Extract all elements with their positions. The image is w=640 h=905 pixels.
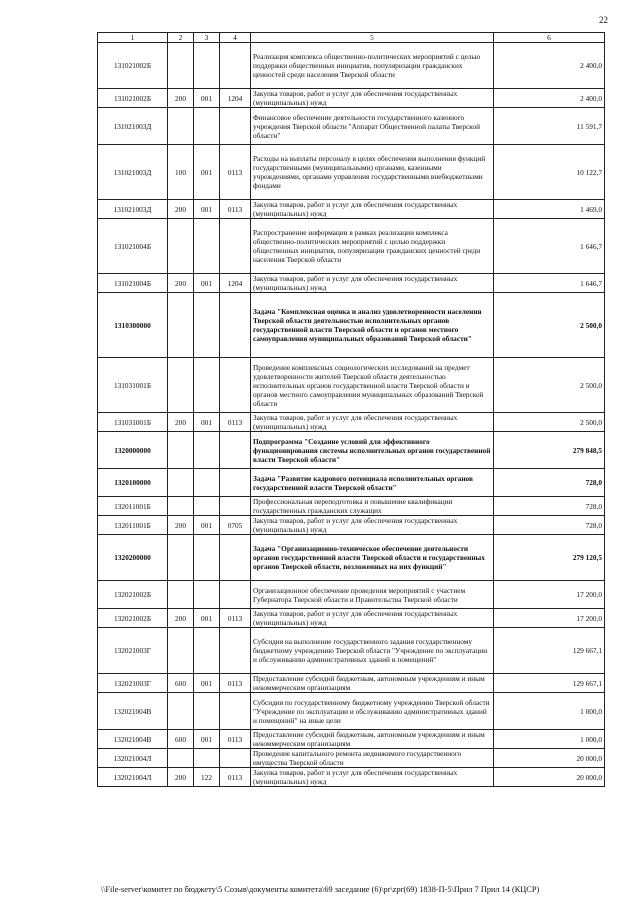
row-code: 1310300000 [98,293,168,358]
row-c3 [194,108,220,145]
row-c3: 001 [194,609,220,628]
row-c3: 001 [194,413,220,432]
column-header: 2 [168,33,194,43]
row-amount: 728,0 [494,469,605,497]
row-description: Предоставление субсидий бюджетным, автономным учреждениям и иным некоммерческим организациям [251,730,494,749]
row-c2: 600 [168,674,194,693]
row-code: 131021002Б [98,43,168,89]
row-amount: 728,0 [494,497,605,516]
row-code: 131021004Б [98,274,168,293]
row-c2 [168,628,194,674]
row-amount: 279 120,5 [494,535,605,581]
row-code: 131031001Б [98,413,168,432]
row-code: 132021004Л [98,768,168,787]
table-row [98,274,605,293]
row-description: Задача "Комплексная оценка и анализ удовлетворенности населения Тверской области деятельностью исполнительных органов государственной власти Тверской области и органов местного самоуправления муниципальных образований Тверской области" [251,293,494,358]
table-row [98,358,605,413]
row-amount: 2 400,0 [494,89,605,108]
row-c4 [220,432,251,469]
budget-table [97,32,605,787]
table-row [98,200,605,219]
row-c4: 0705 [220,516,251,535]
row-code: 1320200000 [98,535,168,581]
table-row [98,628,605,674]
row-c4: 0113 [220,413,251,432]
row-code: 131021002Б [98,89,168,108]
row-code: 132021003Г [98,628,168,674]
row-c3: 001 [194,730,220,749]
row-c2 [168,581,194,609]
row-c3 [194,469,220,497]
row-description: Закупка товаров, работ и услуг для обеспечения государственных (муниципальных) нужд [251,516,494,535]
row-c3: 001 [194,674,220,693]
row-description: Закупка товаров, работ и услуг для обеспечения государственных (муниципальных) нужд [251,89,494,108]
row-description: Организационное обеспечение проведения мероприятий с участием Губернатора Тверской области и Правительства Тверской области [251,581,494,609]
row-c3: 001 [194,89,220,108]
row-c4: 1204 [220,274,251,293]
row-amount: 129 667,1 [494,628,605,674]
row-description: Задача "Организационно-техническое обеспечение деятельности органов государственной власти Тверской области и государственных органов Тверской области, возложенных на них функций" [251,535,494,581]
row-description: Реализация комплекса общественно-политических мероприятий с целью поддержки общественных инициатив, популяризации гражданских ценностей среди населения Тверской области [251,43,494,89]
row-c2 [168,693,194,730]
row-c2 [168,749,194,768]
row-c2 [168,358,194,413]
row-c4: 0113 [220,609,251,628]
row-c4: 0113 [220,768,251,787]
row-code: 131021003Д [98,108,168,145]
file-path-footer: \\File-server\комитет по бюджету\5 Созыв\документы комитета\69 заседание (6)\pr\zpr(69) 1838-П-5\Прил 7 Прил 14 (КЦСР) [100,885,540,894]
row-amount: 11 591,7 [494,108,605,145]
row-c2 [168,43,194,89]
row-c3: 001 [194,274,220,293]
row-amount: 2 500,0 [494,413,605,432]
row-c2: 200 [168,89,194,108]
row-c4 [220,469,251,497]
table-row [98,768,605,787]
row-amount: 2 500,0 [494,358,605,413]
row-c2 [168,469,194,497]
page-number: 22 [599,15,608,25]
row-code: 132021004Л [98,749,168,768]
row-c3 [194,535,220,581]
row-c4 [220,581,251,609]
row-description: Задача "Развитие кадрового потенциала исполнительных органов государственной власти Тверской области" [251,469,494,497]
row-c3 [194,432,220,469]
row-description: Закупка товаров, работ и услуг для обеспечения государственных (муниципальных) нужд [251,200,494,219]
column-header: 3 [194,33,220,43]
row-amount: 2 400,0 [494,43,605,89]
row-code: 132011001Б [98,497,168,516]
table-row [98,293,605,358]
row-c3 [194,497,220,516]
row-description: Проведение капитального ремонта недвижимого государственного имущества Тверской области [251,749,494,768]
row-c3: 122 [194,768,220,787]
row-code: 132021004В [98,730,168,749]
row-c3: 001 [194,145,220,200]
table-row [98,693,605,730]
row-c4 [220,293,251,358]
row-amount: 728,0 [494,516,605,535]
row-c2: 600 [168,730,194,749]
row-c3: 001 [194,516,220,535]
row-c3 [194,628,220,674]
row-c2: 200 [168,200,194,219]
row-c4: 0113 [220,730,251,749]
table-row [98,469,605,497]
row-description: Распространение информации в рамках реализации комплекса общественно-политических мероприятий с целью поддержки общественных инициатив, популяризации гражданских ценностей среди населения Тверской области [251,219,494,274]
row-c2: 100 [168,145,194,200]
row-amount: 1 000,0 [494,730,605,749]
row-c2 [168,535,194,581]
row-c2 [168,293,194,358]
row-amount: 17 200,0 [494,609,605,628]
table-row [98,581,605,609]
row-amount: 129 667,1 [494,674,605,693]
row-c4 [220,749,251,768]
row-c2 [168,497,194,516]
row-description: Подпрограмма "Создание условий для эффективного функционирования системы исполнительных органов государственной власти Тверской области" [251,432,494,469]
row-c2: 200 [168,516,194,535]
row-c4: 0113 [220,674,251,693]
row-c3 [194,43,220,89]
table-row [98,89,605,108]
table-row [98,516,605,535]
row-c4 [220,358,251,413]
row-amount: 10 122,7 [494,145,605,200]
row-code: 1320100000 [98,469,168,497]
row-amount: 1 000,0 [494,693,605,730]
row-amount: 20 000,0 [494,768,605,787]
table-row [98,749,605,768]
row-code: 132021003Г [98,674,168,693]
row-description: Профессиональная переподготовка и повышение квалификации государственных гражданских служащих [251,497,494,516]
row-code: 131021003Д [98,200,168,219]
table-row [98,674,605,693]
row-code: 131031001Б [98,358,168,413]
row-c4 [220,497,251,516]
row-c3 [194,293,220,358]
column-header: 5 [251,33,494,43]
row-c4 [220,535,251,581]
row-c3 [194,693,220,730]
row-description: Закупка товаров, работ и услуг для обеспечения государственных (муниципальных) нужд [251,768,494,787]
table-row [98,413,605,432]
row-c2: 200 [168,413,194,432]
table-body [98,43,605,787]
table-row [98,535,605,581]
row-c2: 200 [168,768,194,787]
row-description: Закупка товаров, работ и услуг для обеспечения государственных (муниципальных) нужд [251,609,494,628]
row-amount: 2 500,0 [494,293,605,358]
row-c3 [194,581,220,609]
row-code: 132021002Б [98,581,168,609]
column-header-row [98,33,605,43]
row-c3 [194,749,220,768]
table-row [98,219,605,274]
row-description: Субсидия на выполнение государственного задания государственному бюджетному учреждению Тверской области "Учреждение по эксплуатации и обслуживанию административных зданий и помещений" [251,628,494,674]
row-c4 [220,108,251,145]
row-description: Субсидия по государственному бюджетному учреждению Тверской области "Учреждение по эксплуатации и обслуживанию административных зданий и помещений" на иные цели [251,693,494,730]
row-code: 131021004Б [98,219,168,274]
row-c2: 200 [168,274,194,293]
row-c3 [194,358,220,413]
row-amount: 279 848,5 [494,432,605,469]
column-header: 1 [98,33,168,43]
row-c2 [168,219,194,274]
table-row [98,108,605,145]
row-c4: 0113 [220,200,251,219]
table-row [98,497,605,516]
row-c4 [220,43,251,89]
row-description: Проведение комплексных социологических исследований на предмет удовлетворенности жителей Тверской области деятельностью исполнительных органов государственной власти Тверской области и органов местного самоуправления муниципальных образований Тверской области [251,358,494,413]
row-code: 131021003Д [98,145,168,200]
row-code: 132021002Б [98,609,168,628]
row-c3 [194,219,220,274]
row-code: 132021004В [98,693,168,730]
row-amount: 20 000,0 [494,749,605,768]
row-c2 [168,432,194,469]
row-c2: 200 [168,609,194,628]
row-c4: 0113 [220,145,251,200]
row-description: Закупка товаров, работ и услуг для обеспечения государственных (муниципальных) нужд [251,274,494,293]
table-row [98,432,605,469]
column-header: 4 [220,33,251,43]
row-c4: 1204 [220,89,251,108]
row-description: Закупка товаров, работ и услуг для обеспечения государственных (муниципальных) нужд [251,413,494,432]
row-code: 132011001Б [98,516,168,535]
row-description: Расходы на выплаты персоналу в целях обеспечения выполнения функций государственными (муниципальными) органами, казенными учреждениями, органами управления государственными внебюджетными фондами [251,145,494,200]
row-c4 [220,693,251,730]
row-c4 [220,219,251,274]
table-row [98,145,605,200]
row-c2 [168,108,194,145]
row-amount: 17 200,0 [494,581,605,609]
row-amount: 1 646,7 [494,274,605,293]
row-amount: 1 469,0 [494,200,605,219]
row-c4 [220,628,251,674]
row-amount: 1 646,7 [494,219,605,274]
row-description: Предоставление субсидий бюджетным, автономным учреждениям и иным некоммерческим организациям [251,674,494,693]
table-row [98,730,605,749]
row-c3: 001 [194,200,220,219]
row-description: Финансовое обеспечение деятельности государственного казенного учреждения Тверской области "Аппарат Общественной палаты Тверской области" [251,108,494,145]
table-row [98,43,605,89]
table-row [98,609,605,628]
column-header: 6 [494,33,605,43]
row-code: 1320000000 [98,432,168,469]
